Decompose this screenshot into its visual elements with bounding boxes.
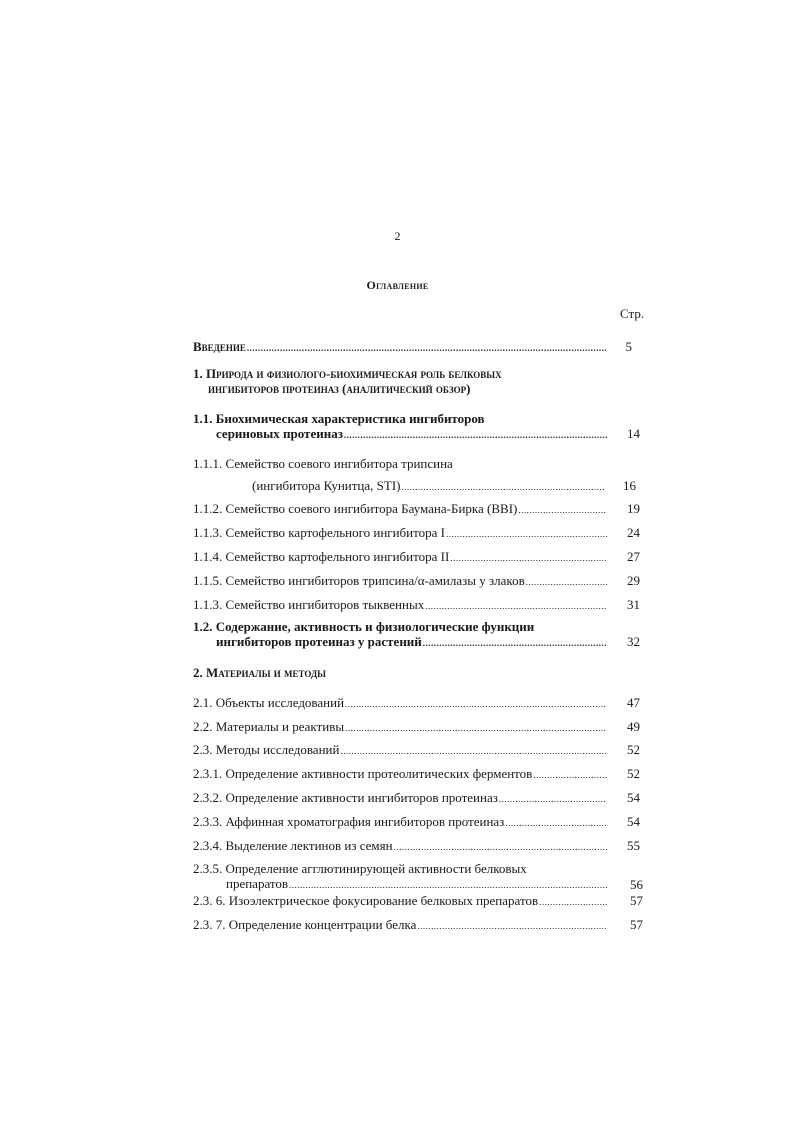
toc-entry-text: 2.2. Материалы и реактивы bbox=[193, 719, 345, 734]
toc-entry-1-1-2 bbox=[193, 501, 607, 518]
toc-entry-2-3-5-line1: 2.3.5. Определение агглютинирующей активности белковых bbox=[193, 861, 527, 876]
toc-entry-text: 2.3. 6. Изоэлектрическое фокусирование белковых препаратов bbox=[193, 893, 539, 908]
dot-leader bbox=[340, 744, 607, 759]
toc-entry-2-3-6 bbox=[193, 893, 607, 910]
toc-entry-2-3 bbox=[193, 742, 607, 759]
dot-leader bbox=[417, 919, 607, 934]
page-column-header: Стр. bbox=[620, 306, 645, 321]
toc-page-number: 47 bbox=[627, 695, 640, 710]
toc-entry-text: 2.3.4. Выделение лектинов из семян bbox=[193, 838, 393, 853]
toc-page-number: 52 bbox=[627, 742, 640, 757]
toc-entry-text: (ингибитора Кунитца, STI) bbox=[252, 478, 401, 493]
toc-entry-2-2 bbox=[193, 719, 607, 736]
dot-leader bbox=[539, 895, 607, 910]
toc-entry-text: 1.1.4. Семейство картофельного ингибитора II bbox=[193, 549, 450, 564]
toc-page-number: 54 bbox=[627, 790, 640, 805]
dot-leader bbox=[345, 697, 607, 712]
toc-page-number: 16 bbox=[623, 478, 636, 493]
toc-entry-text: 2.3.1. Определение активности протеолитических ферментов bbox=[193, 766, 533, 781]
toc-entry-1-1-line1: 1.1. Биохимическая характеристика ингибиторов bbox=[193, 411, 485, 426]
toc-entry-text: 1.1.3. Семейство ингибиторов тыквенных bbox=[193, 597, 425, 612]
dot-leader bbox=[247, 341, 607, 356]
toc-entry-text: 1.1.5. Семейство ингибиторов трипсина/α-амилазы у злаков bbox=[193, 573, 525, 588]
dot-leader bbox=[394, 840, 607, 855]
page-number: 2 bbox=[394, 229, 401, 243]
toc-entry-2-3-4 bbox=[193, 838, 607, 855]
dot-leader bbox=[505, 816, 607, 831]
toc-entry-text: 1.1.2. Семейство соевого ингибитора Баумана-Бирка (BBI) bbox=[193, 501, 518, 516]
toc-page-number: 49 bbox=[627, 719, 640, 734]
toc-page-number: 57 bbox=[630, 893, 643, 908]
toc-entry-1-1-1 bbox=[252, 478, 604, 495]
toc-entry-1-1-5 bbox=[193, 573, 607, 590]
dot-leader bbox=[533, 768, 607, 783]
toc-title: Оглавление bbox=[366, 278, 429, 292]
toc-page-number: 32 bbox=[627, 634, 640, 649]
toc-entry-1-1-1-line1: 1.1.1. Семейство соевого ингибитора трипсина bbox=[193, 456, 453, 471]
toc-entry-2-3-7 bbox=[193, 917, 607, 934]
toc-page-number: 5 bbox=[625, 339, 632, 354]
chapter-heading-1-cont: ингибиторов протеиназ (аналитический обзор) bbox=[208, 381, 471, 396]
toc-entry-1-2 bbox=[216, 634, 607, 651]
toc-page-number: 19 bbox=[627, 501, 640, 516]
chapter-heading-2: 2. Материалы и методы bbox=[193, 665, 326, 680]
toc-page-number: 31 bbox=[627, 597, 640, 612]
toc-entry-text: сериновых протеиназ bbox=[216, 426, 343, 441]
dot-leader bbox=[450, 551, 607, 566]
toc-entry-text: препаратов bbox=[226, 876, 289, 891]
toc-page-number: 57 bbox=[630, 917, 643, 932]
dot-leader bbox=[401, 480, 604, 495]
toc-entry-text: 2.3.3. Аффинная хроматография ингибиторов протеиназ bbox=[193, 814, 505, 829]
dot-leader bbox=[289, 878, 607, 893]
toc-entry-text: 1.1.3. Семейство картофельного ингибитора I bbox=[193, 525, 445, 540]
dot-leader bbox=[446, 527, 607, 542]
chapter-heading-1: 1. Природа и физиолого-биохимическая роль белковых bbox=[193, 366, 502, 381]
toc-entry-text: Введение bbox=[193, 339, 246, 354]
toc-entry-2-3-1 bbox=[193, 766, 607, 783]
dot-leader bbox=[526, 575, 607, 590]
toc-entry-2-3-5 bbox=[226, 876, 607, 893]
toc-entry-1-2-line1: 1.2. Содержание, активность и физиологические функции bbox=[193, 619, 535, 634]
dot-leader bbox=[499, 792, 607, 807]
toc-page-number: 24 bbox=[627, 525, 640, 540]
dot-leader bbox=[344, 428, 607, 443]
toc-page-number: 27 bbox=[627, 549, 640, 564]
dot-leader bbox=[345, 721, 607, 736]
dot-leader bbox=[423, 636, 607, 651]
dot-leader bbox=[425, 599, 607, 614]
toc-page-number: 14 bbox=[627, 426, 640, 441]
toc-page-number: 55 bbox=[627, 838, 640, 853]
toc-entry-text: 2.3. Методы исследований bbox=[193, 742, 340, 757]
toc-entry-intro bbox=[193, 339, 607, 356]
toc-page-number: 56 bbox=[630, 877, 643, 892]
toc-entry-1-1-3a bbox=[193, 525, 607, 542]
toc-entry-text: 2.3.2. Определение активности ингибиторов протеиназ bbox=[193, 790, 498, 805]
dot-leader bbox=[518, 503, 607, 518]
toc-entry-2-1 bbox=[193, 695, 607, 712]
toc-page-number: 52 bbox=[627, 766, 640, 781]
toc-entry-2-3-3 bbox=[193, 814, 607, 831]
toc-entry-1-1 bbox=[216, 426, 607, 443]
toc-entry-text: ингибиторов протеиназ у растений bbox=[216, 634, 422, 649]
toc-entry-1-1-4 bbox=[193, 549, 607, 566]
toc-entry-2-3-2 bbox=[193, 790, 607, 807]
toc-page-number: 54 bbox=[627, 814, 640, 829]
toc-page-number: 29 bbox=[627, 573, 640, 588]
toc-entry-text: 2.1. Объекты исследований bbox=[193, 695, 345, 710]
toc-entry-1-1-3b bbox=[193, 597, 607, 614]
toc-entry-text: 2.3. 7. Определение концентрации белка bbox=[193, 917, 417, 932]
